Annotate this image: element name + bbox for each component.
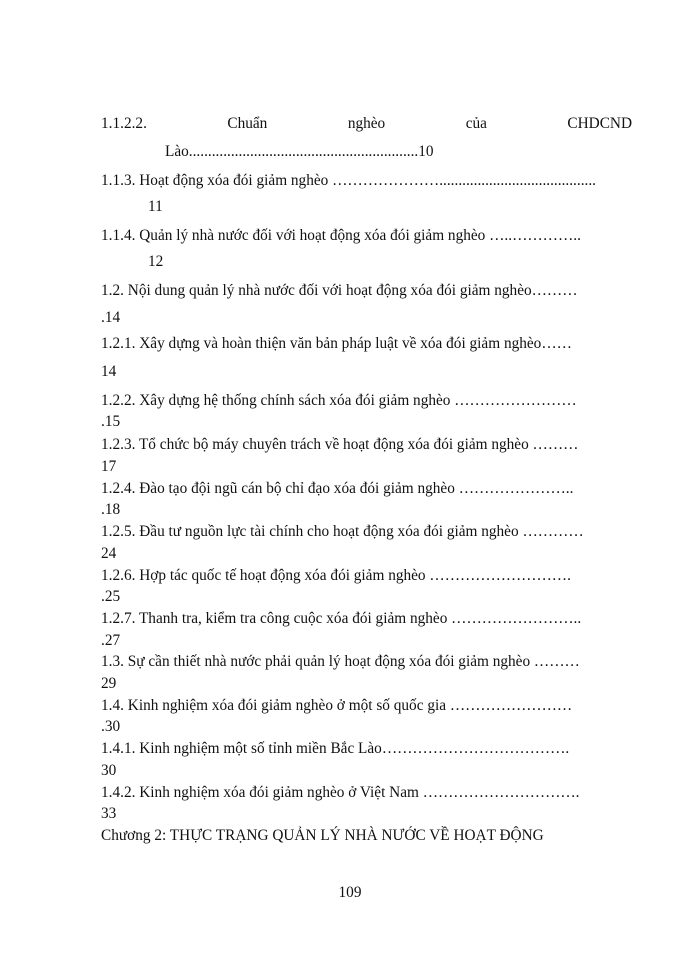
toc-entry-1-1-3: 1.1.3. Hoạt động xóa đói giảm nghèo …………………......................................... bbox=[101, 172, 596, 189]
toc-page-number: 29 bbox=[101, 675, 117, 692]
toc-page-number: .27 bbox=[101, 632, 121, 649]
toc-entry-1-2-6: 1.2.6. Hợp tác quốc tế hoạt động xóa đói giảm nghèo ………………………. bbox=[101, 567, 571, 584]
toc-entry-1-2: 1.2. Nội dung quản lý nhà nước đối với hoạt động xóa đói giảm nghèo……… bbox=[101, 282, 578, 299]
toc-entry-1-2-1: 1.2.1. Xây dựng và hoàn thiện văn bản pháp luật về xóa đói giảm nghèo…… bbox=[101, 335, 572, 352]
toc-page-number: .18 bbox=[101, 501, 121, 518]
toc-entry-1-3: 1.3. Sự cần thiết nhà nước phải quản lý hoạt động xóa đói giảm nghèo ……… bbox=[101, 653, 580, 670]
toc-page-number: .15 bbox=[101, 413, 121, 430]
toc-word: Chuẩn bbox=[227, 115, 268, 132]
toc-word: của bbox=[465, 115, 487, 132]
toc-page-number: 12 bbox=[148, 253, 164, 270]
toc-word: 1.1.2.2. bbox=[101, 115, 147, 132]
page-number: 109 bbox=[338, 884, 362, 901]
toc-entry-1-1-2-2-page: Lào............................................................10 bbox=[165, 143, 434, 160]
toc-entry-1-4-2: 1.4.2. Kinh nghiệm xóa đói giảm nghèo ở Việt Nam …………………………. bbox=[101, 784, 580, 801]
toc-entry-1-4: 1.4. Kinh nghiệm xóa đói giảm nghèo ở một số quốc gia …………………… bbox=[101, 697, 573, 714]
toc-entry-1-2-3: 1.2.3. Tổ chức bộ máy chuyên trách về hoạt động xóa đói giảm nghèo ……… bbox=[101, 436, 579, 453]
toc-page-number: .25 bbox=[101, 588, 121, 605]
toc-page-number: 30 bbox=[101, 762, 117, 779]
toc-page-number: .30 bbox=[101, 718, 121, 735]
toc-page-number: 14 bbox=[101, 363, 117, 380]
toc-page-number: 17 bbox=[101, 458, 117, 475]
toc-entry-1-2-4: 1.2.4. Đào tạo đội ngũ cán bộ chỉ đạo xóa đói giảm nghèo ………………….. bbox=[101, 480, 574, 497]
toc-page-number: 11 bbox=[148, 198, 163, 215]
toc-entry-1-2-2: 1.2.2. Xây dựng hệ thống chính sách xóa đói giảm nghèo …………………… bbox=[101, 392, 577, 409]
toc-page-number: .14 bbox=[101, 309, 121, 326]
toc-word: CHDCND bbox=[567, 115, 632, 132]
toc-entry-1-4-1: 1.4.1. Kinh nghiệm một số tỉnh miền Bắc Lào………………………………. bbox=[101, 740, 570, 757]
toc-entry-1-2-5: 1.2.5. Đầu tư nguồn lực tài chính cho hoạt động xóa đói giảm nghèo ………… bbox=[101, 523, 584, 540]
toc-chapter-2-heading: Chương 2: THỰC TRẠNG QUẢN LÝ NHÀ NƯỚC VỀ HOẠT ĐỘNG bbox=[101, 827, 544, 844]
toc-entry-1-1-4: 1.1.4. Quản lý nhà nước đối với hoạt động xóa đói giảm nghèo …..………….. bbox=[101, 227, 581, 244]
toc-page-number: 24 bbox=[101, 545, 117, 562]
toc-entry-1-1-2-2-line1 bbox=[101, 115, 632, 133]
toc-page-number: 33 bbox=[101, 805, 117, 822]
toc-entry-1-2-7: 1.2.7. Thanh tra, kiểm tra công cuộc xóa đói giảm nghèo …………………….. bbox=[101, 610, 582, 627]
toc-word: nghèo bbox=[347, 115, 386, 132]
